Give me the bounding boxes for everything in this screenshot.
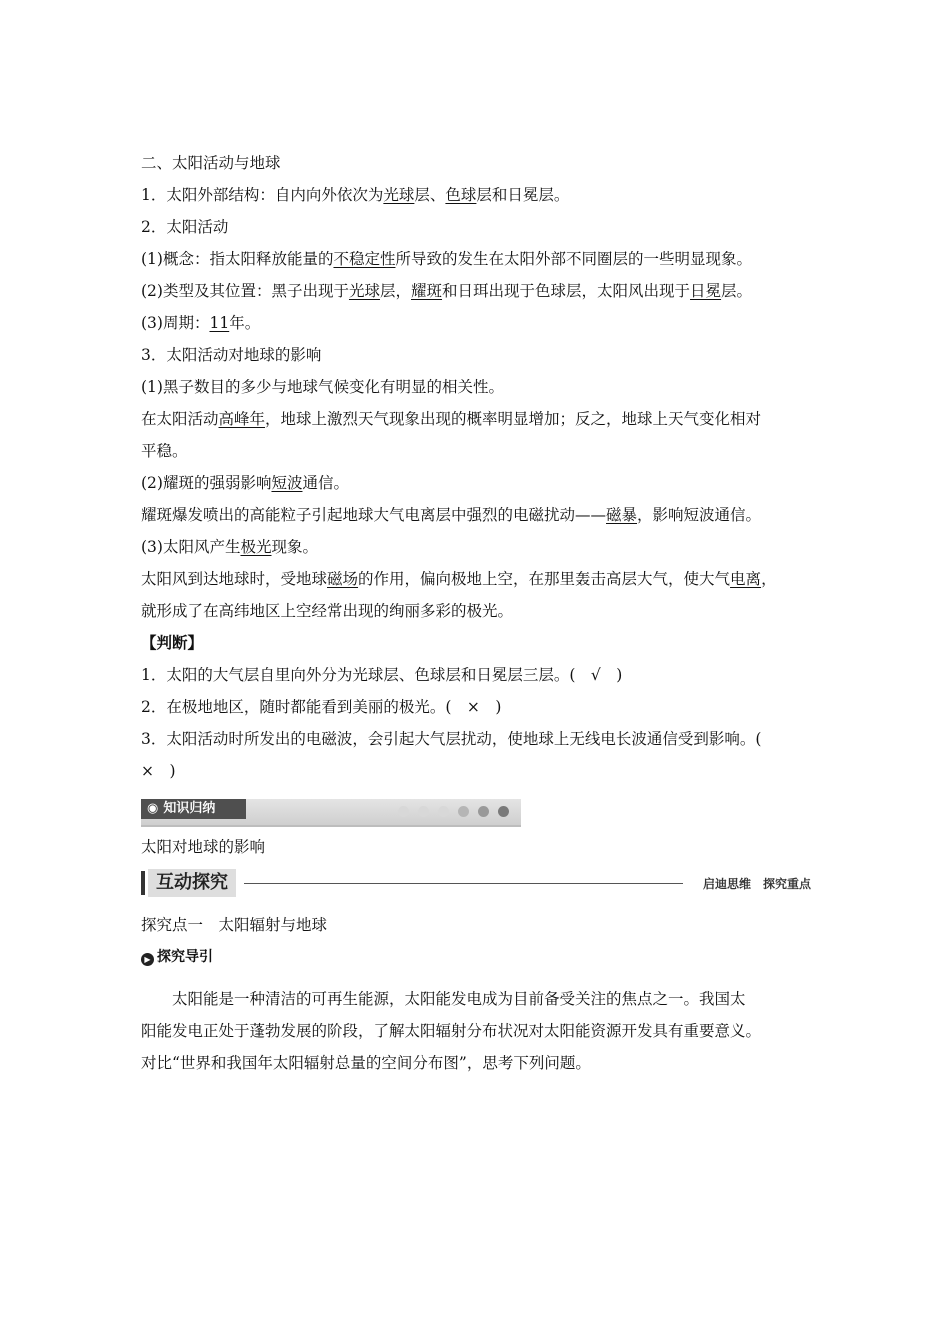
knowledge-banner-tag: [141, 799, 246, 819]
impact-heading: 3．太阳活动对地球的影响: [141, 346, 322, 364]
dot-icon: [418, 806, 429, 817]
blank-answer: 不稳定性: [333, 250, 396, 268]
knowledge-text: 太阳对地球的影响: [141, 838, 266, 856]
judge-question-1: 1．太阳的大气层自里向外分为光球层、色球层和日冕层三层。( √ ): [141, 666, 623, 684]
interactive-section-title: 互动探究: [148, 869, 236, 897]
dot-icon: [478, 806, 489, 817]
impact3-detail-cont: 就形成了在高纬地区上空经常出现的绚丽多彩的极光。: [141, 602, 514, 620]
paragraph-line-3: 对比“世界和我国年太阳辐射总量的空间分布图”，思考下列问题。: [141, 1054, 591, 1072]
dot-icon: [458, 806, 469, 817]
dot-icon: [398, 806, 409, 817]
target-icon: ◉: [147, 801, 159, 816]
dot-icon: [438, 806, 449, 817]
blank-answer: 高峰年: [218, 410, 266, 428]
judge-question-3-cont: × ): [141, 762, 176, 780]
knowledge-banner: [141, 799, 521, 827]
section-bar: [141, 871, 145, 895]
blank-answer: 光球: [383, 186, 415, 204]
impact3-line: (3)太阳风产生极光现象。: [141, 538, 318, 556]
decorative-dots: [389, 803, 509, 821]
blank-answer: 耀斑: [411, 282, 443, 300]
period-line: (3)周期：11年。: [141, 314, 261, 332]
divider: [244, 883, 683, 884]
impact1-detail-cont: 平稳。: [141, 442, 188, 460]
dot-icon: [498, 806, 509, 817]
interactive-section-subtitle: 启迪思维 探究重点: [702, 877, 811, 891]
impact1-line: (1)黑子数目的多少与地球气候变化有明显的相关性。: [141, 378, 504, 396]
blank-answer: 磁场: [327, 570, 359, 588]
types-line: (2)类型及其位置：黑子出现于光球层，耀斑和日珥出现于色球层，太阳风出现于日冕层。: [141, 282, 753, 300]
guide-label: 探究导引: [157, 949, 213, 965]
paragraph-line-2: 阳能发电正处于蓬勃发展的阶段，了解太阳辐射分布状况对太阳能资源开发具有重要意义。: [141, 1022, 762, 1040]
guide-heading: [141, 941, 811, 973]
blank-answer: 11: [209, 314, 230, 332]
blank-answer: 色球: [445, 186, 477, 204]
interactive-section-header: [141, 867, 811, 901]
blank-answer: 日冕: [690, 282, 722, 300]
solar-structure-line: 1．太阳外部结构：自内向外依次为光球层、色球层和日冕层。: [141, 186, 570, 204]
solar-activity-heading: 2．太阳活动: [141, 218, 229, 236]
section-heading: 二、太阳活动与地球: [141, 154, 281, 172]
blank-answer: 短波: [271, 474, 303, 492]
play-icon: ▶: [141, 953, 154, 966]
document-page: [141, 147, 811, 1079]
impact1-detail-line: 在太阳活动高峰年，地球上激烈天气现象出现的概率明显增加；反之，地球上天气变化相对: [141, 410, 762, 428]
judge-question-3: 3．太阳活动时所发出的电磁波，会引起大气层扰动，使地球上无线电长波通信受到影响。(: [141, 730, 762, 748]
judge-heading: 【判断】: [141, 633, 204, 652]
impact3-detail-line: 太阳风到达地球时，受地球磁场的作用，偏向极地上空，在那里轰击高层大气，使大气电离，: [141, 570, 777, 588]
judge-question-2: 2．在极地地区，随时都能看到美丽的极光。( × ): [141, 698, 502, 716]
concept-line: (1)概念：指太阳释放能量的不稳定性所导致的发生在太阳外部不同圈层的一些明显现象。: [141, 250, 752, 268]
blank-answer: 光球: [348, 282, 380, 300]
impact2-detail-line: 耀斑爆发喷出的高能粒子引起地球大气电离层中强烈的电磁扰动——磁暴，影响短波通信。: [141, 506, 762, 524]
blank-answer: 磁暴: [606, 506, 638, 524]
blank-answer: 电离: [730, 570, 762, 588]
paragraph-line-1: 太阳能是一种清洁的可再生能源，太阳能发电成为目前备受关注的焦点之一。我国太: [172, 990, 746, 1008]
knowledge-banner-label: 知识归纳: [163, 801, 216, 816]
blank-answer: 极光: [240, 538, 272, 556]
explore-point-heading: 探究点一 太阳辐射与地球: [141, 916, 328, 934]
impact2-line: (2)耀斑的强弱影响短波通信。: [141, 474, 349, 492]
